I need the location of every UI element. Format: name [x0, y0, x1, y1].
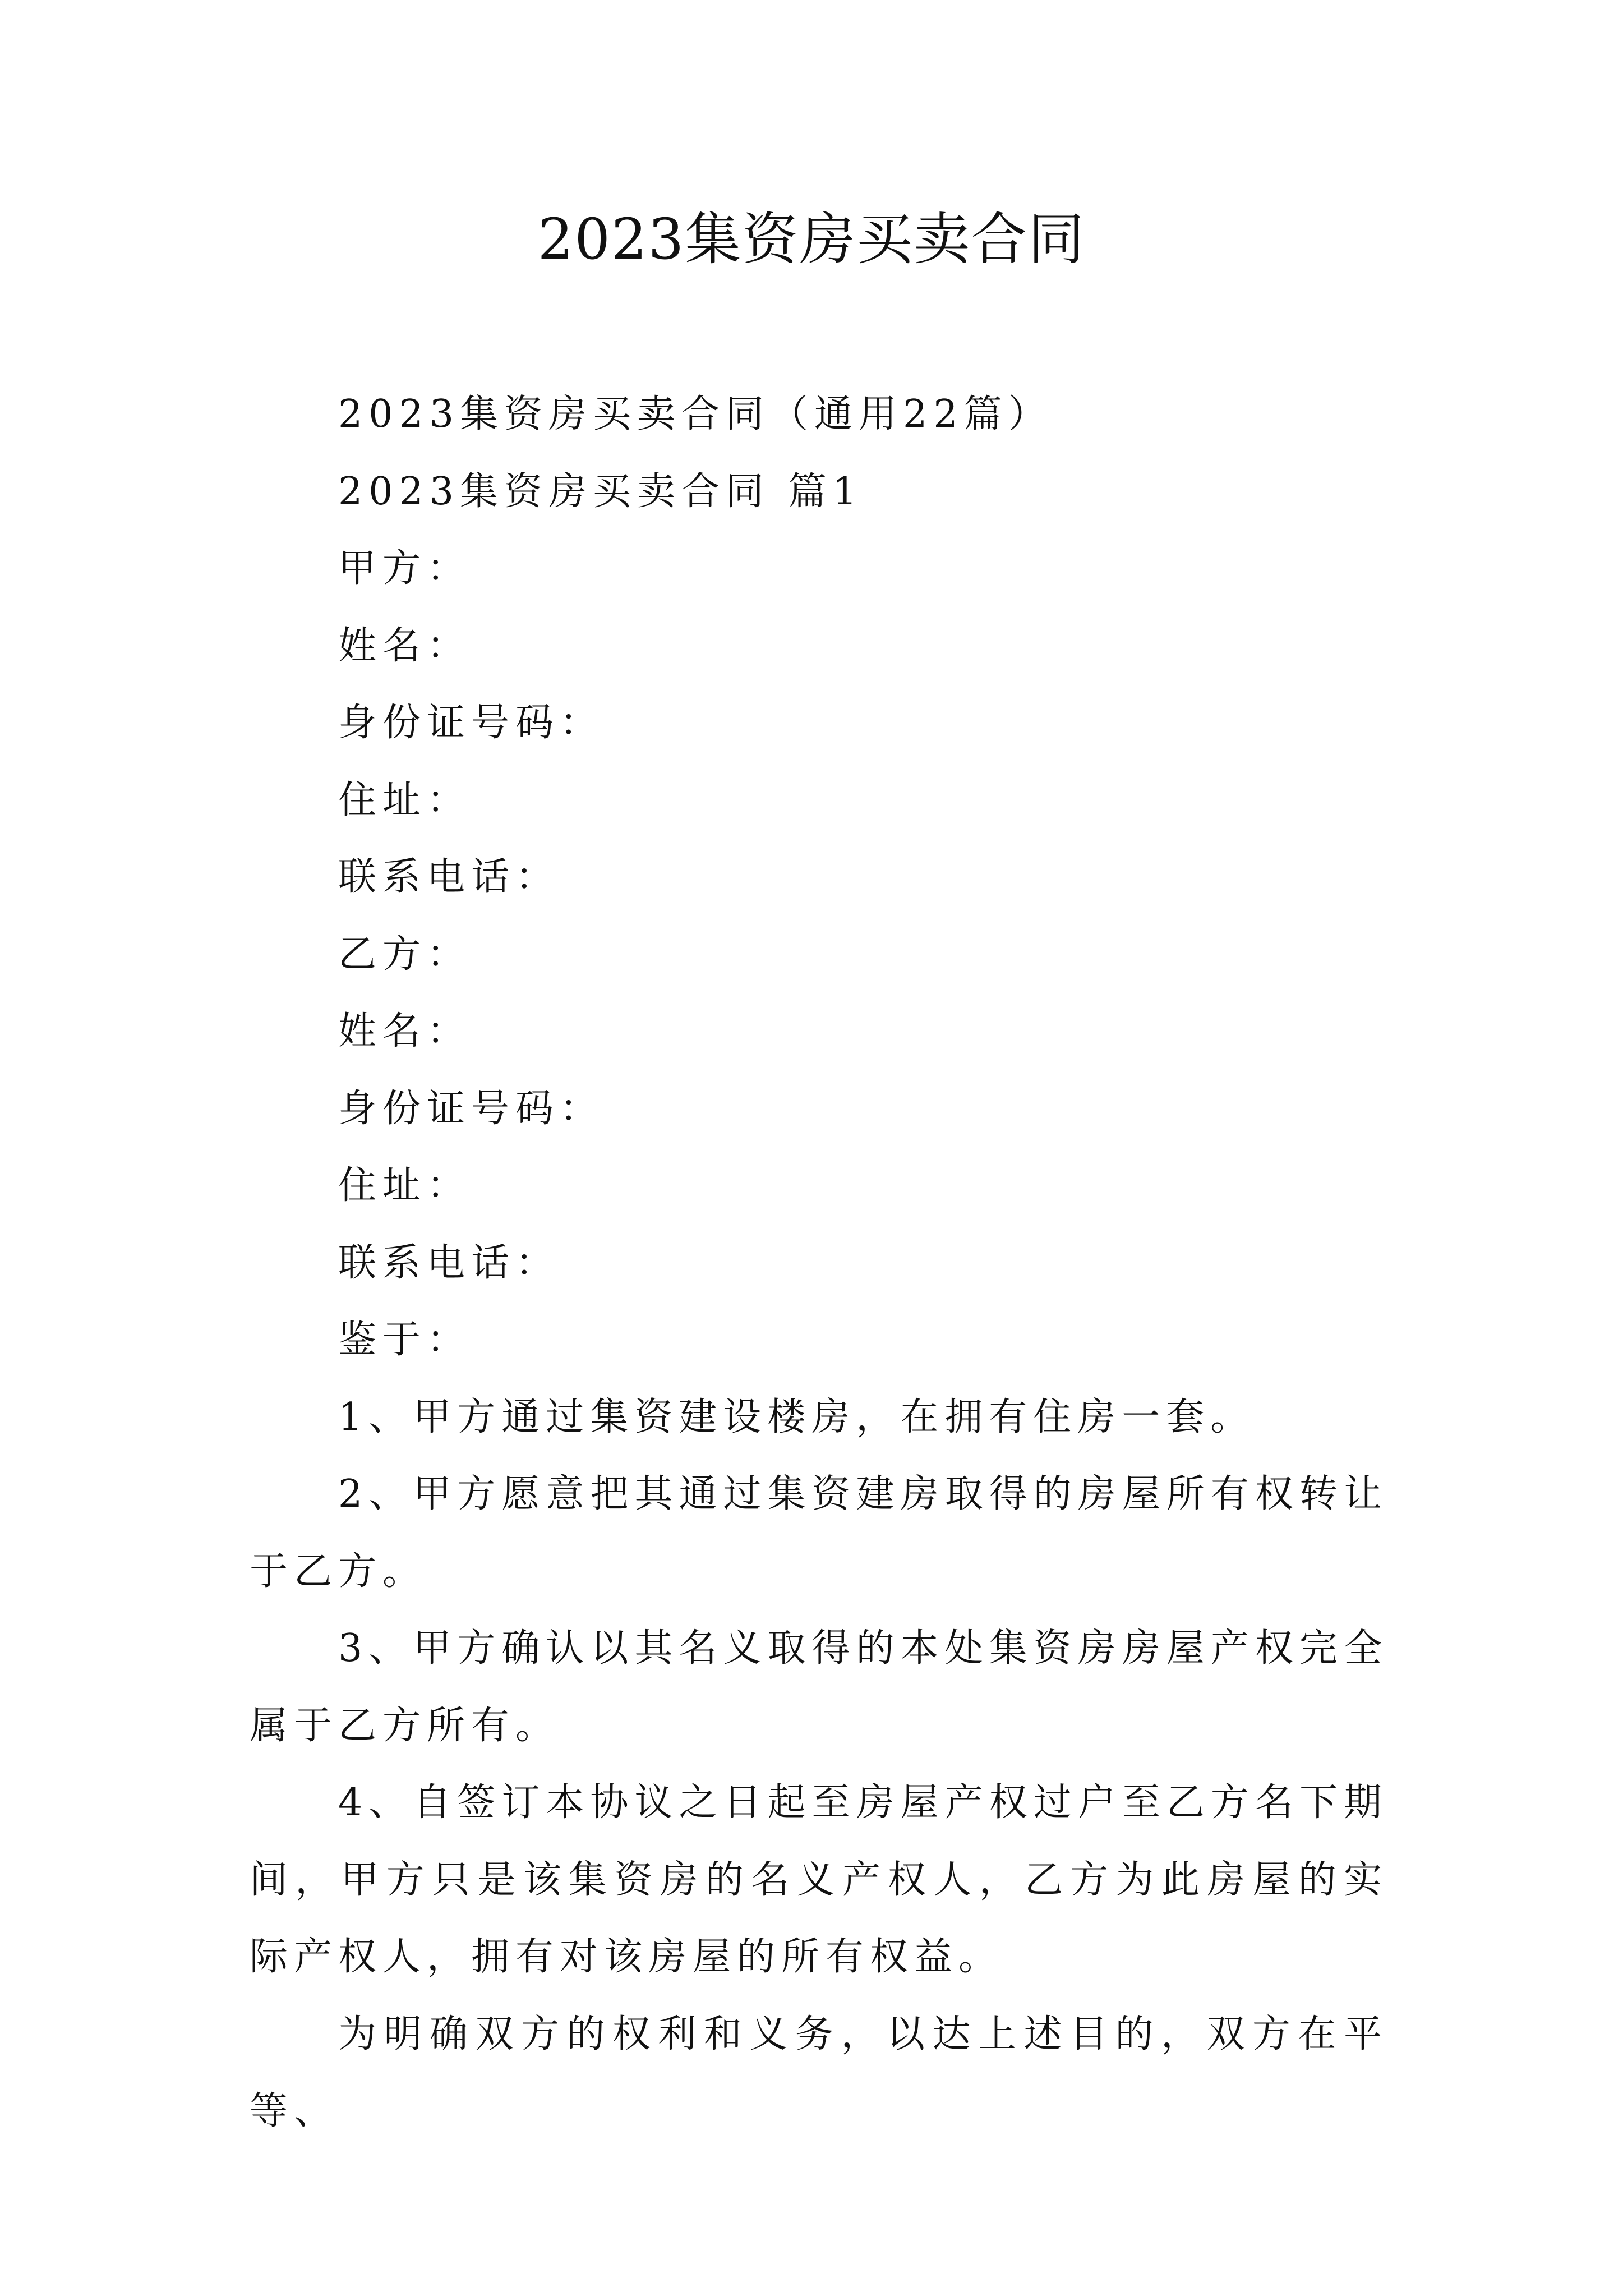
party-b-label: 乙方：: [338, 932, 472, 977]
purpose-paragraph: 为明确双方的权利和义务，以达上述目的，双方在平等、: [250, 2012, 1388, 2133]
whereas-label: 鉴于：: [338, 1318, 472, 1362]
clause-1: 1、甲方通过集资建设楼房，在拥有住房一套。: [338, 1395, 1255, 1439]
party-b-phone-label: 联系电话：: [338, 1240, 560, 1285]
clause-3: 3、甲方确认以其名义取得的本处集资房房屋产权完全属于乙方所有。: [250, 1626, 1388, 1748]
paragraph-section-heading: 2023集资房买卖合同 篇1: [338, 469, 863, 514]
document-title: 2023集资房买卖合同: [537, 206, 1086, 272]
clause-2: 2、甲方愿意把其通过集资建房取得的房屋所有权转让于乙方。: [250, 1472, 1388, 1594]
party-a-label: 甲方：: [338, 546, 472, 591]
party-b-name-label: 姓名：: [338, 1009, 472, 1053]
party-b-id-label: 身份证号码：: [338, 1086, 605, 1131]
party-a-address-label: 住址：: [338, 777, 472, 822]
paragraph-subtitle: 2023集资房买卖合同（通用22篇）: [338, 392, 1053, 436]
party-a-phone-label: 联系电话：: [338, 855, 560, 899]
party-b-address-label: 住址：: [338, 1163, 472, 1208]
document-body: [250, 376, 1388, 2150]
party-a-id-label: 身份证号码：: [338, 701, 605, 745]
clause-4: 4、自签订本协议之日起至房屋产权过户至乙方名下期间，甲方只是该集资房的名义产权人，乙方为此房屋的实际产权人，拥有对该房屋的所有权益。: [250, 1780, 1388, 1979]
party-a-name-label: 姓名：: [338, 623, 472, 668]
